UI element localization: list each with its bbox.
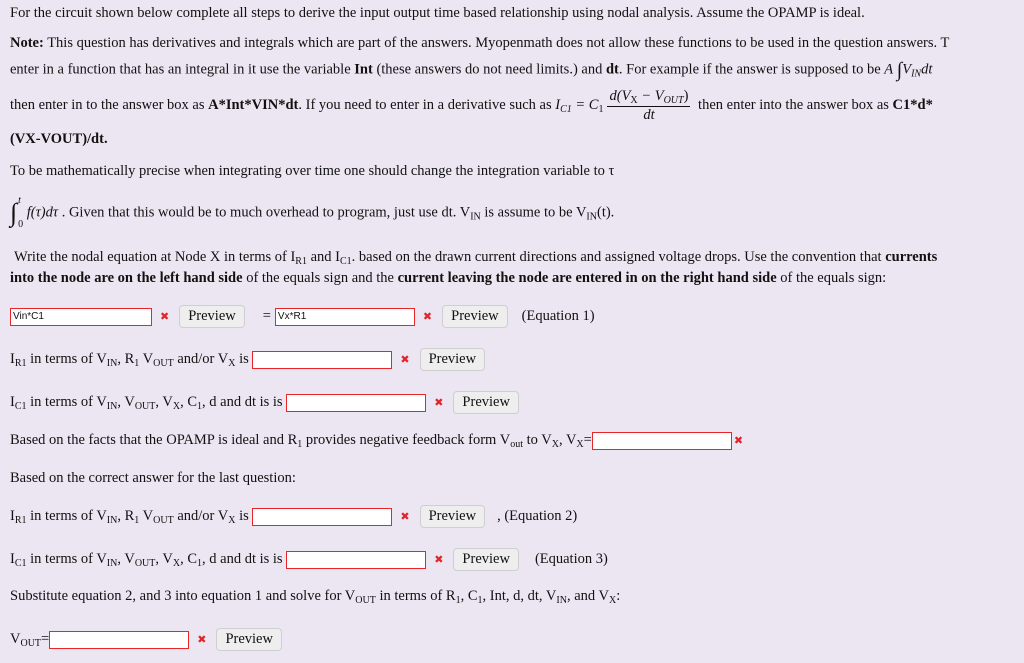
text: OUT	[20, 637, 42, 649]
equals-sign: =	[262, 307, 271, 324]
text: (VX-VOUT)/dt.	[10, 131, 108, 147]
math: V	[902, 61, 912, 78]
incorrect-mark-icon: ✖	[197, 633, 207, 646]
math: d(V	[609, 88, 631, 104]
math: dt	[643, 107, 655, 123]
text: 1	[197, 557, 203, 569]
equation-label: , (Equation 2)	[497, 507, 578, 524]
text: is assume to be V	[480, 204, 587, 221]
text: to V	[522, 432, 552, 448]
text: and/or V	[173, 350, 229, 367]
incorrect-mark-icon: ✖	[160, 310, 170, 323]
preview-button[interactable]: Preview	[442, 305, 508, 328]
text: X	[172, 400, 181, 412]
text: in terms of V	[26, 507, 107, 524]
preview-button[interactable]: Preview	[453, 548, 519, 571]
incorrect-mark-icon: ✖	[422, 310, 433, 323]
incorrect-mark-icon: ✖	[400, 353, 410, 366]
incorrect-mark-icon: ✖	[434, 553, 444, 566]
text: OUT	[134, 400, 156, 412]
text: X	[172, 557, 181, 569]
precise-text: To be mathematically precise when integrating over time one should change the integration variable to τ	[10, 163, 615, 179]
text: of the equals sign and the	[242, 270, 398, 286]
equation-label: (Equation 1)	[521, 307, 595, 324]
text: IN	[106, 557, 118, 569]
equation-label: (Equation 3)	[534, 550, 608, 567]
text: 1	[134, 357, 140, 369]
text: R1	[295, 256, 307, 267]
text: R1	[14, 357, 27, 369]
text: , d and dt is is	[202, 393, 287, 410]
incorrect-mark-icon: ✖	[400, 510, 410, 523]
text: C1	[14, 400, 27, 412]
text: X	[228, 357, 236, 369]
vx-input[interactable]	[592, 432, 732, 450]
text: , C	[460, 588, 478, 604]
text: , Int, d, dt, V	[482, 588, 557, 604]
eq1-left-input[interactable]: Vin*C1	[10, 308, 152, 326]
text: V	[139, 507, 154, 524]
text: Write the nodal equation at Node X in terms of I	[14, 249, 296, 265]
upper-limit: t	[18, 195, 21, 206]
text: . based on the drawn current directions and assigned voltage drops. Use the convention that	[351, 249, 886, 265]
ic1-question-row-2	[10, 548, 608, 571]
integral-sign-icon: ∫	[896, 59, 903, 81]
text: , d and dt is is	[202, 550, 287, 567]
note-line-3	[10, 88, 933, 123]
text: . For example if the answer is supposed to be	[618, 61, 885, 78]
math: f(τ)dτ	[26, 204, 59, 221]
text: C1	[339, 256, 352, 267]
preview-button[interactable]: Preview	[420, 505, 486, 528]
text: V	[139, 350, 154, 367]
math: OUT	[663, 95, 684, 106]
note-line-2	[10, 60, 932, 80]
text: C1*d*	[892, 96, 933, 113]
math: )	[683, 88, 689, 104]
text: =	[583, 432, 592, 448]
text: 1	[197, 400, 203, 412]
ic1-input-2[interactable]	[286, 551, 426, 569]
text: , and V	[566, 588, 609, 604]
text: IN	[106, 357, 118, 369]
text: in terms of V	[26, 550, 107, 567]
vout-row	[10, 628, 282, 651]
math: IN	[911, 68, 922, 80]
eq1-right-input[interactable]: Vx*R1	[275, 308, 415, 326]
text: =	[41, 630, 50, 647]
text: into the node are on the left hand side	[10, 270, 243, 286]
preview-button[interactable]: Preview	[420, 348, 486, 371]
text: , V	[117, 550, 135, 567]
text: OUT	[153, 357, 174, 369]
vx-question-row	[10, 431, 753, 450]
text: IN	[556, 595, 567, 606]
text: , R	[117, 350, 135, 367]
text: . Given that this would be to much overhead to program, just use dt. V	[58, 204, 471, 221]
text: and I	[306, 249, 340, 265]
instruction-line-2	[10, 269, 886, 287]
text: 1	[134, 514, 140, 526]
integral-sign-icon: ∫	[10, 198, 18, 227]
text: enter in a function that has an integral in it use the variable	[10, 61, 355, 78]
text: I	[10, 550, 15, 567]
text: (t).	[596, 204, 615, 221]
derivative-fraction	[607, 88, 690, 123]
text: , R	[117, 507, 135, 524]
math: A	[884, 61, 894, 78]
text: IN	[586, 211, 597, 223]
math: − V	[637, 88, 664, 104]
vout-input[interactable]	[49, 631, 189, 649]
text: Int	[354, 61, 373, 78]
text: , V	[155, 393, 173, 410]
text: 1	[297, 439, 303, 450]
math: I	[555, 96, 561, 113]
text: I	[10, 350, 15, 367]
text: Substitute equation 2, and 3 into equation 1 and solve for V	[10, 588, 356, 604]
text: , V	[155, 550, 173, 567]
math: = C	[571, 96, 599, 113]
text: X	[608, 595, 617, 606]
preview-button[interactable]: Preview	[179, 305, 245, 328]
text: 1	[455, 595, 461, 606]
text: out	[510, 439, 523, 450]
text: . If you need to enter in a derivative such as	[298, 96, 556, 113]
math: X	[630, 95, 638, 106]
text: X	[228, 514, 236, 526]
text: (these answers do not need limits.) and	[372, 61, 606, 78]
text: of the equals sign:	[776, 270, 887, 286]
text: :	[616, 588, 621, 604]
ir1-input-2[interactable]	[252, 508, 392, 526]
text: , V	[558, 432, 577, 448]
text: in terms of V	[26, 350, 107, 367]
text: dt	[605, 61, 619, 78]
text: This question has derivatives and integrals which are part of the answers. Myopenmath does not allow these functions to be used in the question answers. T	[43, 35, 950, 51]
text: I	[10, 507, 15, 524]
text: C1	[14, 557, 27, 569]
preview-button[interactable]: Preview	[453, 391, 519, 414]
math: C1	[560, 103, 572, 115]
ir1-question-row-2	[10, 505, 577, 528]
lower-limit: 0	[18, 219, 24, 230]
text: then enter in to the answer box as	[10, 96, 209, 113]
text: I	[10, 393, 15, 410]
text: IN	[470, 211, 481, 223]
equation-1-row	[10, 305, 595, 328]
text: Based on the facts that the OPAMP is ideal and R	[10, 432, 298, 448]
text: OUT	[153, 514, 174, 526]
text: X	[576, 439, 584, 450]
text: , V	[117, 393, 135, 410]
note-line-1	[10, 34, 949, 52]
text: then enter into the answer box as	[694, 96, 893, 113]
ir1-input[interactable]	[252, 351, 392, 369]
text: provides negative feedback form V	[302, 432, 511, 448]
text: IN	[106, 514, 118, 526]
integral-limits	[18, 196, 23, 230]
incorrect-mark-icon: ✖	[733, 434, 744, 447]
text: OUT	[134, 557, 156, 569]
text: , C	[180, 393, 198, 410]
text: is	[235, 507, 253, 524]
text: A*Int*VIN*dt	[208, 96, 299, 113]
text: IN	[106, 400, 118, 412]
text: currents	[885, 249, 938, 265]
math: 1	[598, 103, 604, 115]
integral-line	[10, 196, 614, 230]
math: dt	[921, 61, 933, 78]
ir1-question-row	[10, 348, 485, 371]
text: and/or V	[173, 507, 229, 524]
preview-button[interactable]: Preview	[216, 628, 282, 651]
note-label: Note:	[10, 35, 44, 51]
intro-text: For the circuit shown below complete all steps to derive the input output time based relationship using nodal analysis. Assume the OPAMP is ideal.	[10, 5, 865, 21]
text: X	[551, 439, 559, 450]
substitute-text	[10, 587, 620, 606]
text: is	[235, 350, 253, 367]
text: , C	[180, 550, 198, 567]
ic1-input[interactable]	[286, 394, 426, 412]
text: OUT	[355, 595, 376, 606]
text: in terms of R	[375, 588, 456, 604]
instruction-line-1	[14, 248, 937, 267]
text: 1	[477, 595, 483, 606]
correct-answer-text: Based on the correct answer for the last question:	[10, 470, 296, 486]
ic1-question-row	[10, 391, 519, 414]
text: R1	[14, 514, 27, 526]
text: current leaving the node are entered in on the right hand side	[397, 270, 777, 286]
note-line-4	[10, 130, 108, 148]
text: V	[10, 630, 21, 647]
incorrect-mark-icon: ✖	[434, 396, 444, 409]
text: in terms of V	[26, 393, 107, 410]
